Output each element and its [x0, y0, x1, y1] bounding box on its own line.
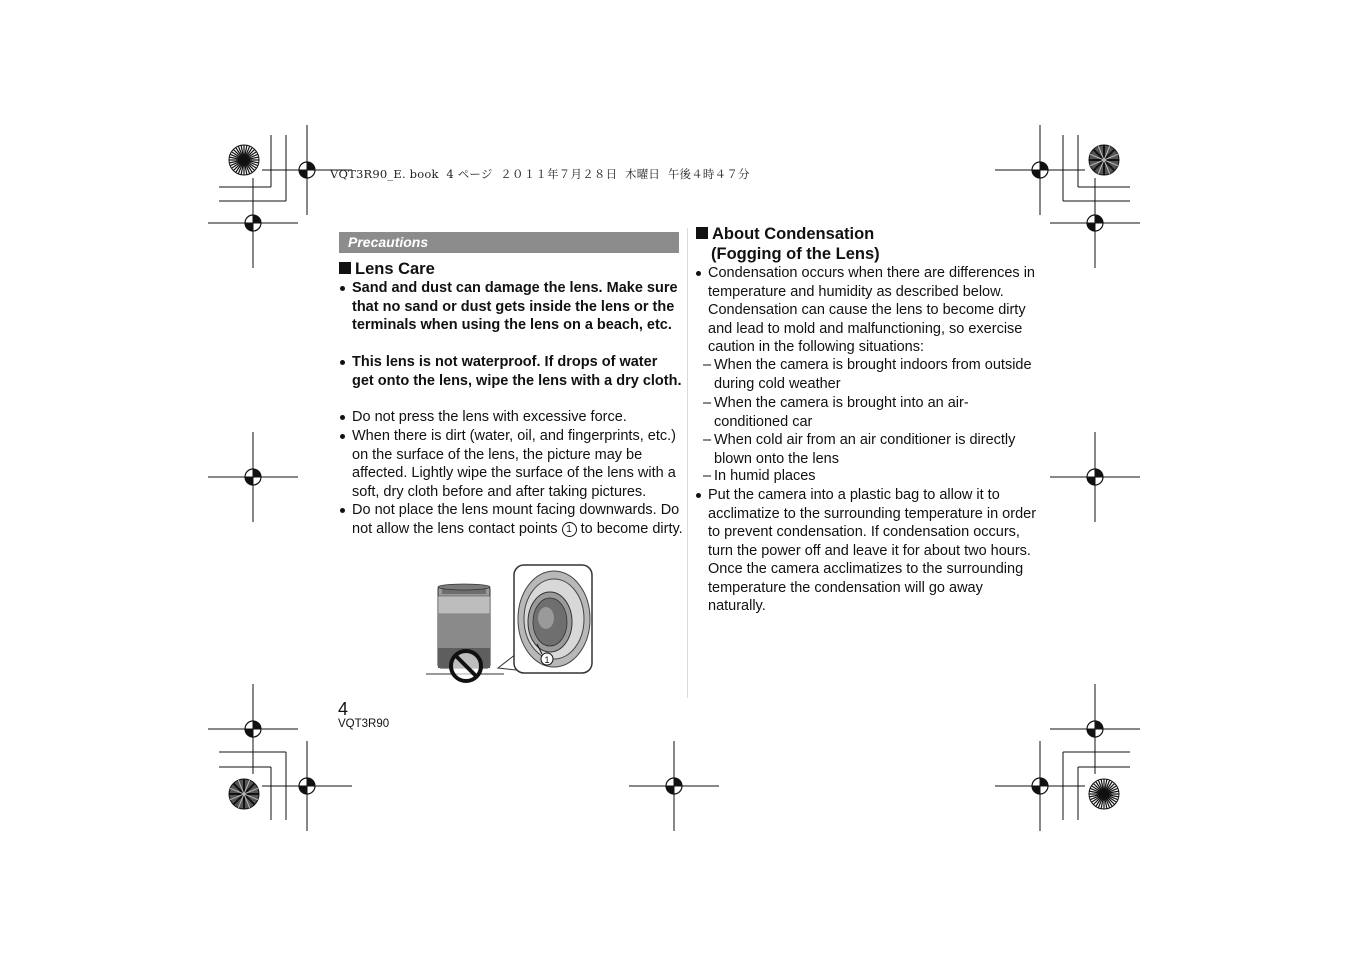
square-bullet-icon	[339, 262, 351, 274]
list-item	[352, 427, 682, 501]
list-item	[352, 408, 682, 427]
list-item	[352, 279, 682, 335]
bullet-icon	[696, 493, 701, 498]
list-item-text: Condensation occurs when there are differences in temperature and humidity as described below. Condensation can cause the lens to become dirty and lead to mold and malfunctioning, so exercise caution in the following situations:	[708, 265, 1035, 355]
condensation-heading	[696, 224, 874, 244]
list-item-text: This lens is not waterproof. If drops of water get onto the lens, wipe the lens with a dry cloth.	[352, 354, 682, 389]
bullet-icon	[340, 434, 345, 439]
list-item	[352, 353, 682, 390]
list-item-text: Do not place the lens mount facing downwards. Do not allow the lens contact points	[352, 502, 680, 537]
square-bullet-icon	[696, 227, 708, 239]
list-item-text: When the camera is brought into an air-conditioned car	[714, 395, 969, 430]
section-title-bar	[339, 232, 679, 253]
list-item	[708, 264, 1038, 357]
list-item-text: In humid places	[714, 468, 816, 484]
bullet-icon	[340, 360, 345, 365]
section-title: Precautions	[348, 234, 429, 250]
dash-bullet: –	[703, 357, 712, 373]
list-item	[703, 394, 984, 431]
column-divider	[687, 228, 688, 698]
lens-illustration	[424, 562, 596, 686]
list-item-text: When the camera is brought indoors from outside during cold weather	[714, 357, 1032, 392]
bullet-icon	[340, 415, 345, 420]
print-header-line: VQT3R90_E. book 4 ページ ２０１１年７月２８日 木曜日 午後４時４７分	[330, 167, 750, 181]
list-item	[703, 431, 1039, 468]
list-item	[703, 467, 1039, 486]
list-item	[703, 356, 1039, 393]
bullet-icon	[340, 286, 345, 291]
lens-care-heading-text: Lens Care	[355, 260, 435, 278]
list-item-text: Sand and dust can damage the lens. Make sure that no sand or dust gets inside the lens or the terminals when using the lens on a beach, etc.	[352, 280, 678, 333]
dash-bullet: –	[703, 468, 712, 484]
list-item	[708, 486, 1038, 616]
dash-bullet: –	[703, 432, 712, 448]
condensation-subheading: (Fogging of the Lens)	[711, 245, 880, 263]
dash-bullet: –	[703, 395, 712, 411]
list-item-text: When cold air from an air conditioner is directly blown onto the lens	[714, 432, 1016, 467]
list-item-text: When there is dirt (water, oil, and fingerprints, etc.) on the surface of the lens, the picture may be affected. Lightly wipe the surface of the lens with a soft, dry cloth before and after taking pictures.	[352, 428, 676, 500]
page-number: 4	[338, 699, 349, 719]
bullet-icon	[696, 271, 701, 276]
callout-number-badge: 1	[562, 522, 577, 537]
condensation-heading-text: About Condensation	[712, 225, 875, 243]
illustration-callout-number: 1	[544, 655, 550, 665]
lens-care-heading	[339, 259, 435, 279]
list-item-text-continued: to become dirty.	[580, 520, 683, 537]
document-code: VQT3R90	[338, 718, 390, 730]
list-item	[352, 501, 684, 538]
bullet-icon	[340, 508, 345, 513]
list-item-text: Do not press the lens with excessive force.	[352, 409, 627, 425]
no-symbol-icon	[451, 651, 481, 681]
list-item-text: Put the camera into a plastic bag to allow it to acclimatize to the surrounding temperature in order to prevent condensation. If condensation occurs, turn the power off and leave it for about two hours. Once the camera acclimatizes to the surrounding temperature the condensation will go away naturally.	[708, 487, 1037, 614]
